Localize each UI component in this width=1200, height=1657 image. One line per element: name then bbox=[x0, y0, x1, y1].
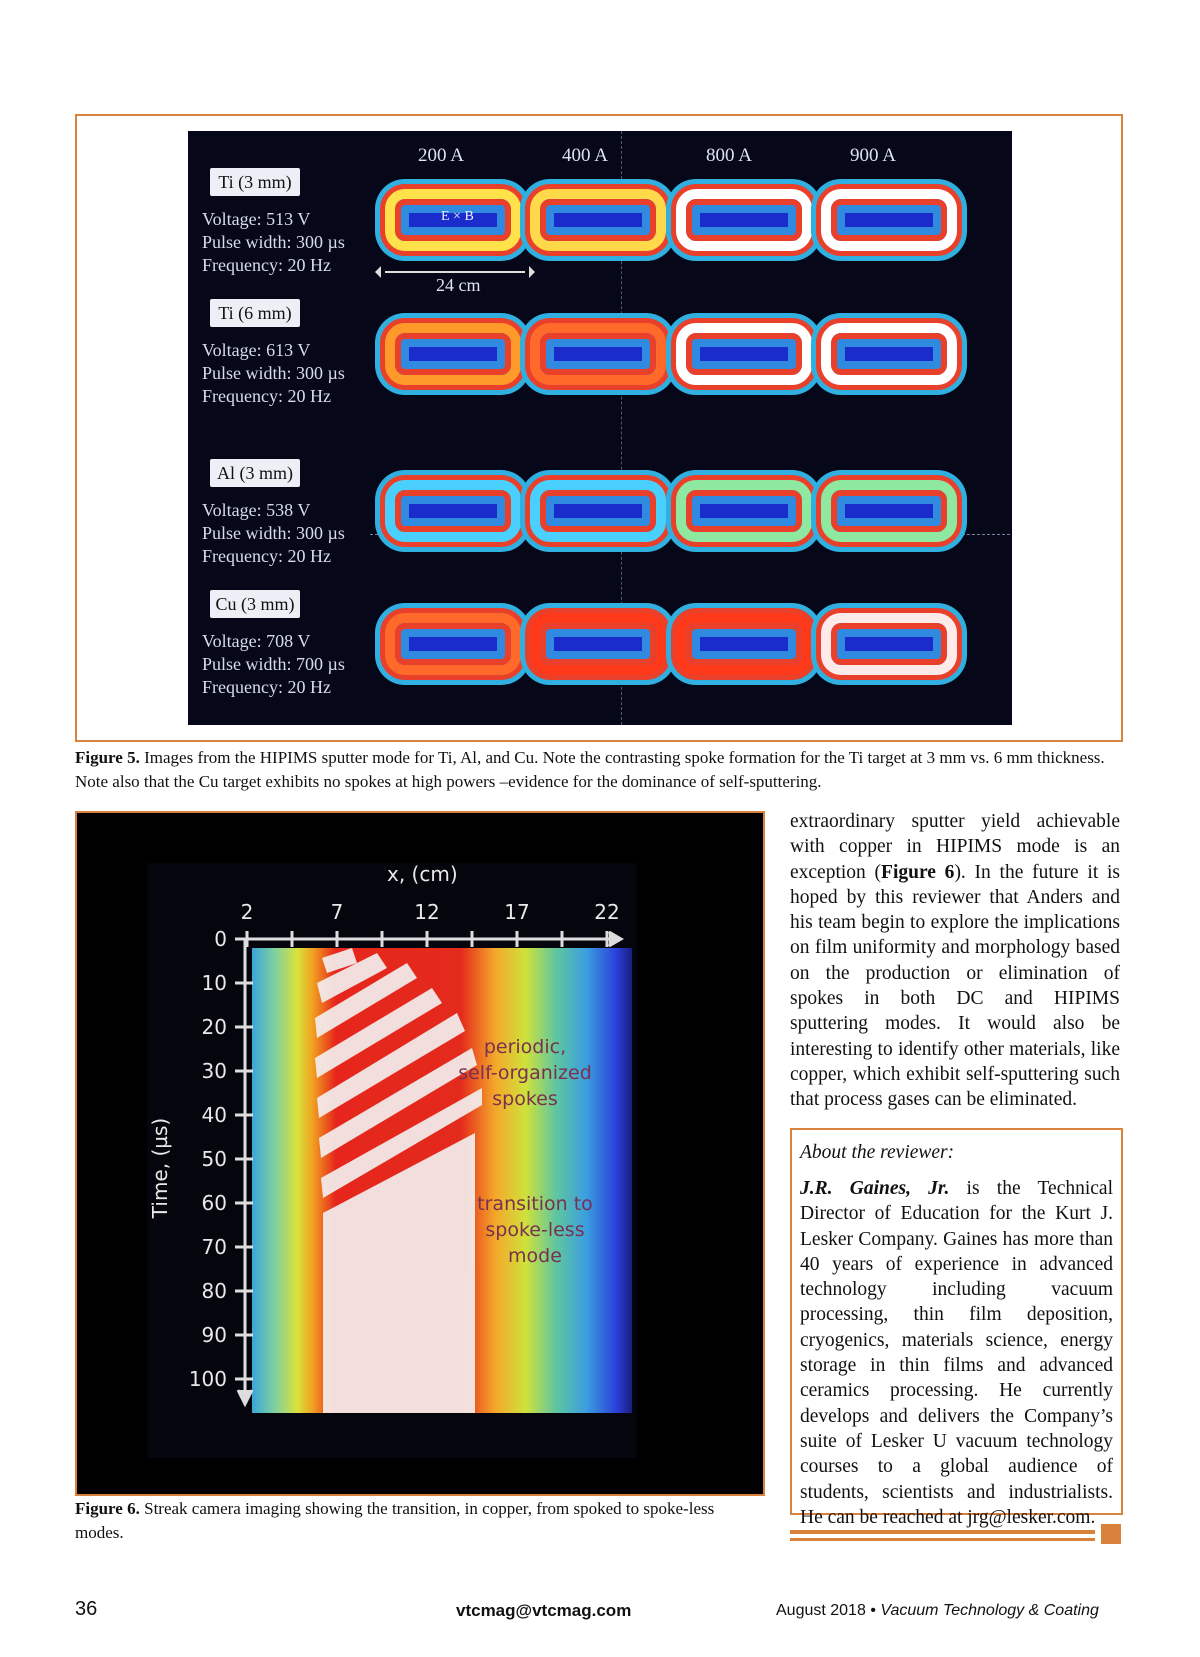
y-tick-label: 30 bbox=[201, 1059, 227, 1083]
article-continuation bbox=[790, 809, 1120, 1113]
plasma-ring-r3-c0 bbox=[385, 613, 521, 675]
current-header-0: 200 A bbox=[418, 145, 464, 166]
current-header-1: 400 A bbox=[562, 145, 608, 166]
streak-plot bbox=[77, 813, 765, 1496]
plasma-ring-r2-c2 bbox=[676, 480, 812, 542]
y-tick-label: 50 bbox=[201, 1147, 227, 1171]
x-tick-label: 7 bbox=[330, 900, 344, 924]
param-freq-3: Frequency: 20 Hz bbox=[202, 677, 331, 697]
param-pulse-0: Pulse width: 300 µs bbox=[202, 232, 345, 252]
figure6-caption-text: Streak camera imaging showing the transition, in copper, from spoked to spoke-less modes. bbox=[75, 1499, 715, 1542]
y-tick-label: 70 bbox=[201, 1235, 227, 1259]
annotation-spokes-line3: spokes bbox=[492, 1088, 558, 1110]
plasma-ring-r3-c2 bbox=[676, 613, 812, 675]
param-freq-2: Frequency: 20 Hz bbox=[202, 546, 331, 566]
y-tick-label: 10 bbox=[201, 971, 227, 995]
x-tick-label: 17 bbox=[504, 900, 530, 924]
footer-email: vtcmag@vtcmag.com bbox=[456, 1601, 632, 1620]
end-square-icon bbox=[1101, 1524, 1121, 1544]
reviewer-heading: About the reviewer: bbox=[800, 1142, 955, 1163]
footer-publication bbox=[776, 1602, 1099, 1620]
param-voltage-2: Voltage: 538 V bbox=[202, 500, 311, 520]
page-number: 36 bbox=[75, 1598, 98, 1620]
exb-label: E × B bbox=[441, 209, 474, 224]
y-tick-label: 0 bbox=[214, 927, 227, 951]
y-tick-label: 80 bbox=[201, 1279, 227, 1303]
reviewer-bio-text: is the Technical Director of Education for the Kurt J. Lesker Company. Gaines has more than 40 years of experience in advanced technology including vacuum processing, thin film deposition, cryogenics, materials science, energy storage in thin films and advanced ceramics processing. He currently develops and delivers the Company’s suite of Lesker U vacuum technology courses to a global audience of students, scientists and industrialists. He can be reached at jrg@lesker.com. bbox=[800, 1178, 1114, 1528]
param-pulse-2: Pulse width: 300 µs bbox=[202, 523, 345, 543]
plasma-ring-r0-c1 bbox=[530, 189, 666, 251]
reviewer-box bbox=[790, 1128, 1123, 1528]
param-pulse-1: Pulse width: 300 µs bbox=[202, 363, 345, 383]
target-label-0: Ti (3 mm) bbox=[210, 168, 300, 196]
x-tick-label: 22 bbox=[594, 900, 620, 924]
figure6-reference: Figure 6 bbox=[881, 861, 955, 883]
figure5-caption bbox=[75, 746, 1123, 794]
annotation-transition-line2: spoke-less bbox=[485, 1219, 585, 1241]
figure6-caption bbox=[75, 1497, 765, 1545]
footer-date: August 2018 bbox=[776, 1602, 866, 1619]
target-label-1: Ti (6 mm) bbox=[210, 299, 300, 327]
y-tick-label: 60 bbox=[201, 1191, 227, 1215]
y-tick-label: 100 bbox=[188, 1367, 227, 1391]
target-label-2: Al (3 mm) bbox=[210, 459, 300, 487]
plasma-ring-r0-c3 bbox=[821, 189, 957, 251]
article-text-post: ). In the future it is hoped by this reviewer that Anders and his team begin to explore the implications on film uniformity and morphology based on the production or elimination of spokes in both DC and HIPIMS sputtering modes. It would also be interesting to identify other materials, like copper, which exhibit self-sputtering such that process gases can be eliminated. bbox=[790, 861, 1121, 1111]
article-text-pre: extraordinary sputter yield achievable with copper in HIPIMS mode is an exception ( bbox=[790, 811, 1120, 883]
plasma-ring-r2-c0 bbox=[385, 480, 521, 542]
plasma-ring-r0-c2 bbox=[676, 189, 812, 251]
plasma-ring-r3-c3 bbox=[821, 613, 957, 675]
x-tick-label: 12 bbox=[414, 900, 440, 924]
param-freq-1: Frequency: 20 Hz bbox=[202, 386, 331, 406]
annotation-spokes-line2: self-organized bbox=[458, 1062, 592, 1084]
param-voltage-1: Voltage: 613 V bbox=[202, 340, 311, 360]
footer-title: Vacuum Technology & Coating bbox=[880, 1602, 1099, 1619]
plasma-ring-r1-c1 bbox=[530, 323, 666, 385]
annotation-spokes-line1: periodic, bbox=[483, 1036, 567, 1058]
current-header-3: 900 A bbox=[850, 145, 896, 166]
scale-label: 24 cm bbox=[436, 275, 481, 295]
plasma-ring-r1-c3 bbox=[821, 323, 957, 385]
plasma-ring-r1-c2 bbox=[676, 323, 812, 385]
plasma-ring-r2-c3 bbox=[821, 480, 957, 542]
y-axis-label: Time, (µs) bbox=[148, 1117, 172, 1219]
y-tick-label: 20 bbox=[201, 1015, 227, 1039]
reviewer-bio bbox=[800, 1176, 1113, 1530]
x-axis-label: x, (cm) bbox=[387, 862, 458, 886]
param-voltage-3: Voltage: 708 V bbox=[202, 631, 311, 651]
y-tick-label: 90 bbox=[201, 1323, 227, 1347]
param-voltage-0: Voltage: 513 V bbox=[202, 209, 311, 229]
reviewer-name: J.R. Gaines, Jr. bbox=[800, 1178, 950, 1199]
current-header-2: 800 A bbox=[706, 145, 752, 166]
figure6-caption-label: Figure 6. bbox=[75, 1499, 140, 1518]
plasma-ring-r3-c1 bbox=[530, 613, 666, 675]
y-tick-label: 40 bbox=[201, 1103, 227, 1127]
param-freq-0: Frequency: 20 Hz bbox=[202, 255, 331, 275]
plasma-ring-r1-c0 bbox=[385, 323, 521, 385]
figure5-caption-label: Figure 5. bbox=[75, 748, 140, 767]
x-tick-label: 2 bbox=[240, 900, 254, 924]
param-pulse-3: Pulse width: 700 µs bbox=[202, 654, 345, 674]
annotation-transition-line3: mode bbox=[508, 1245, 562, 1267]
figure5-caption-text: Images from the HIPIMS sputter mode for Ti, Al, and Cu. Note the contrasting spoke formation for the Ti target at 3 mm vs. 6 mm thickness. Note also that the Cu target exhibits no spokes at high powers –evidence for the dominance of self-sputtering. bbox=[75, 748, 1105, 791]
annotation-transition-line1: transition to bbox=[477, 1193, 593, 1215]
target-label-3: Cu (3 mm) bbox=[210, 590, 300, 618]
end-rule bbox=[790, 1530, 1095, 1534]
figure5-image bbox=[188, 131, 1012, 725]
footer-bullet: • bbox=[870, 1602, 876, 1619]
scale-arrow-icon bbox=[385, 271, 525, 273]
plasma-ring-r2-c1 bbox=[530, 480, 666, 542]
end-rule-second bbox=[790, 1538, 1095, 1541]
figure6-image bbox=[75, 811, 765, 1496]
